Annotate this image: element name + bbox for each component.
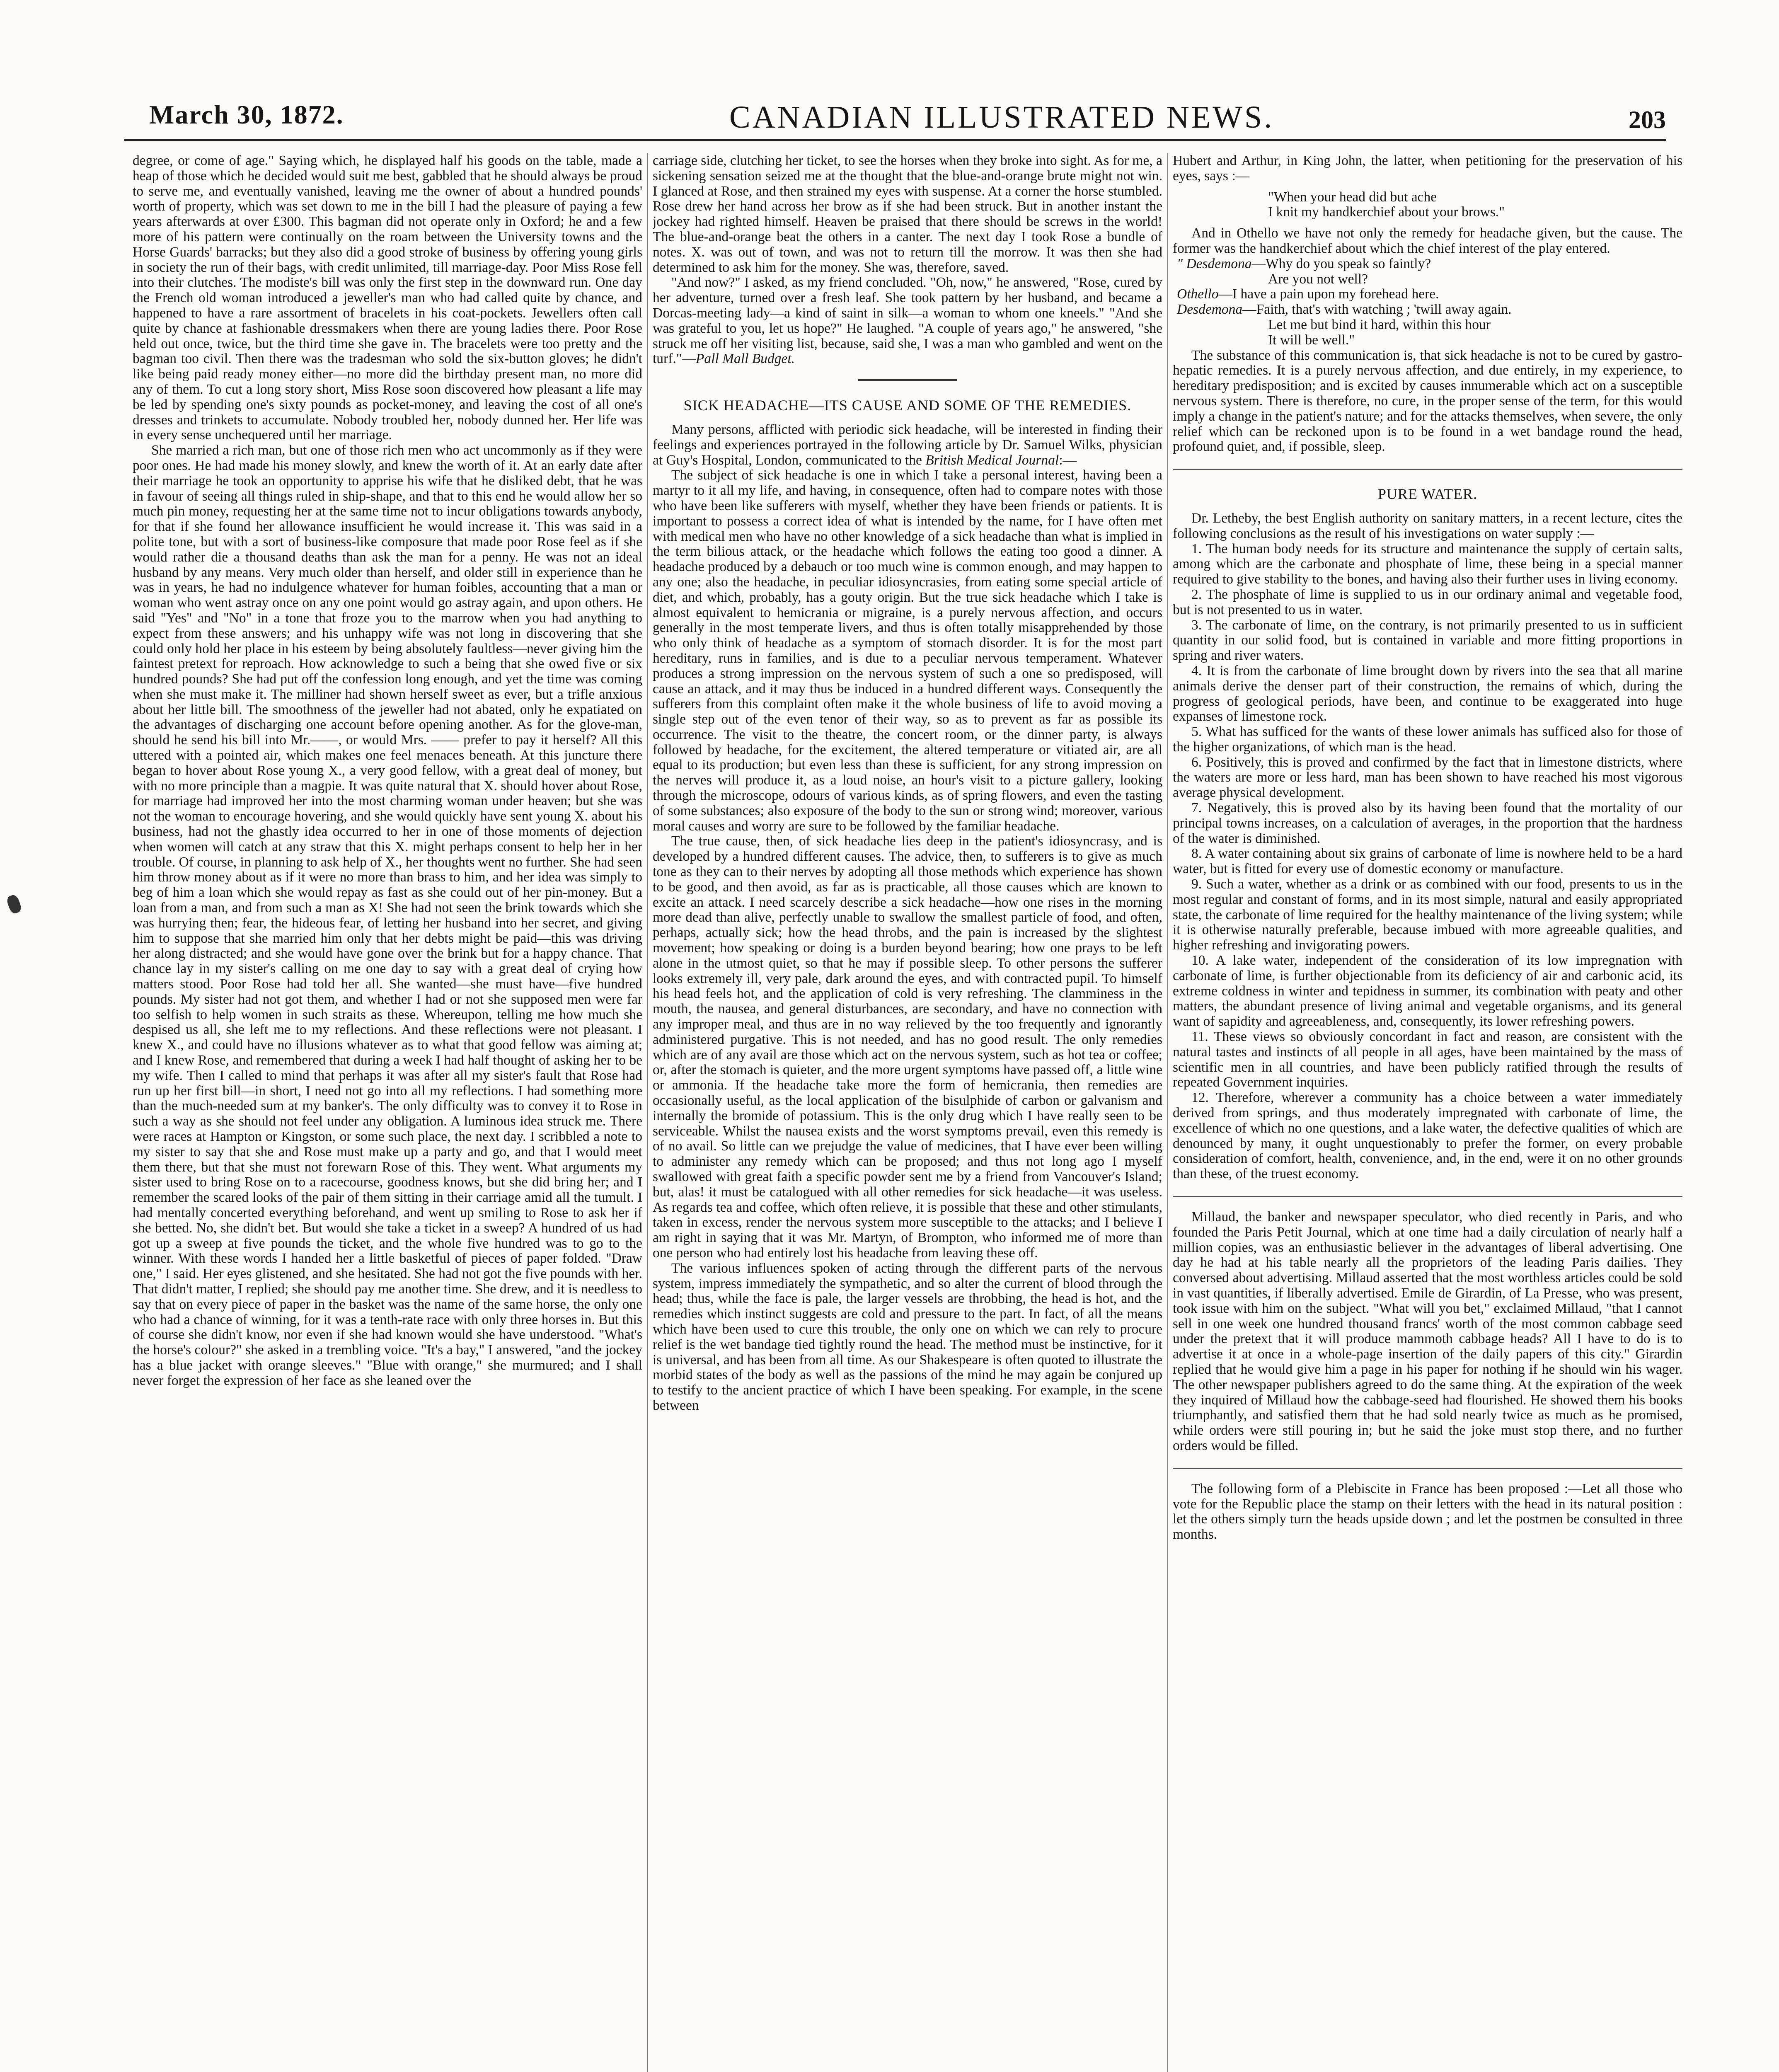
water-point: 10. A lake water, independent of the consideration of its low impregnation with carbonate of lime, is further objectionable from its deficiency of air and carbonic acid, its extreme coldness in winter and tepidness in summer, its combination with peaty and other matters, the abundant presence of living animal and vegetable organisms, and its general want of sapidity and agreeableness, and, consequently, its lower refreshing powers. xyxy=(1173,953,1682,1029)
headache-intro xyxy=(653,422,1162,468)
water-point: 9. Such a water, whether as a drink or as combined with our food, presents to us in the most regular and constant of forms, and in its most simple, natural and easily appropriated state, the carbonate of lime required for the healthy maintenance of the living system; while it is otherwise naturally preferable, because imbued with more agreeable qualities, and higher refreshing and invigorating powers. xyxy=(1173,876,1682,953)
column-divider xyxy=(1167,153,1168,2072)
headache-article-title: SICK HEADACHE—ITS CAUSE AND SOME OF THE REMEDIES. xyxy=(683,397,1132,414)
headache-intro-tail: :— xyxy=(1059,452,1077,468)
dialogue-text: —I have a pain upon my forehead here. xyxy=(1218,286,1439,302)
verse-line: I knit my handkerchief about your brows." xyxy=(1268,204,1505,220)
story-paragraph: degree, or come of age." Saying which, he displayed half his goods on the table, made a heap of those which he decided would suit me best, gabbled that he should always be proud to serve me, and eventually vanished, leaving me the owner of about a hundred pounds' worth of property, which was set down to me in the bill I had the pleasure of paying a few years afterwards at over £300. This bagman did not operate only in Oxford; he and a few more of his pattern were continually on the roam between the University towns and the Horse Guards' barracks; but they also did a good stroke of business by offering young girls in society the run of their bags, with credit unlimited, till marriage-day. Poor Miss Rose fell into their clutches. The modiste's bill was only the first step in the downward run. One day the French old woman introduced a jeweller's man who had called quite by chance, and happened to have a rare assortment of bracelets in his coat-pockets. Jewellers often call quite by chance at fashionable dressmakers when there are young ladies there. Poor Rose held out once, twice, but the third time she gave in. The bracelets were too pretty and the bagman too civil. Then there was the tradesman who sold the six-button gloves; he didn't like being paid ready money either—no more did the birthday present man, no more did any of them. To cut a long story short, Miss Rose soon discovered how pleasant a life may be led by spending one's sixty pounds as pocket-money, and leaving the cost of all one's dresses and trinkets to accumulate. Nobody troubled her, nobody dunned her. Her life was in every sense unchequered until her marriage. xyxy=(133,153,642,443)
water-point: 8. A water containing about six grains of carbonate of lime is nowhere held to be a hard water, but is fitted for every use of domestic economy or manufacture. xyxy=(1173,846,1682,877)
headache-paragraph: Hubert and Arthur, in King John, the latter, when petitioning for the preservation of his eyes, says :— xyxy=(1173,153,1682,184)
column-divider xyxy=(647,153,648,2072)
dialogue-continuation: It will be well." xyxy=(1268,332,1355,348)
story-paragraph: carriage side, clutching her ticket, to see the horses when they broke into sight. As for me, a sickening sensation seized me at the thought that the blue-and-orange brute might not win. I glanced at Rose, and then strained my eyes with suspense. At a corner the horse stumbled. Rose drew her hand across her brow as if she had been struck. But in another instant the jockey had righted himself. Heaven be praised that there should be screws in the world! The blue-and-orange beat the others in a canter. The next day I took Rose a bundle of notes. X. was out of town, and was not to return till the morrow. It was then she had determined to ask him for the money. She was, therefore, saved. xyxy=(653,153,1162,275)
dialogue-continuation: Let me but bind it hard, within this hour xyxy=(1268,317,1491,332)
dialogue-speaker: " Desdemona xyxy=(1177,256,1252,271)
water-point: 1. The human body needs for its structure and maintenance the supply of certain salts, among which are the carbonate and phosphate of lime, these being in a special manner required to give stability to the bones, and having also their further uses in living economy. xyxy=(1173,541,1682,587)
othello-intro: And in Othello we have not only the remedy for headache given, but the cause. The former was the handkerchief about which the chief interest of the play entered. xyxy=(1173,225,1682,256)
water-point: 12. Therefore, wherever a community has a choice between a water immediately derived from springs, and thus moderately impregnated with carbonate of lime, the excellence of which no one questions, and a lake water, the defective qualities of which are denounced by many, it ought unquestionably to prefer the former, on every probable consideration of comfort, health, convenience, and, in the end, were it on no other grounds than these, of the truest economy. xyxy=(1173,1090,1682,1182)
dialogue-speaker: Othello xyxy=(1177,286,1219,302)
headache-conclusion: The substance of this communication is, that sick headache is not to be cured by gastro-hepatic remedies. It is a purely nervous affection, and due entirely, in my experience, to hereditary predisposition; and is excited by causes innumerable which act on a susceptible nervous system. There is therefore, no cure, in the proper sense of the term, for this would imply a change in the patient's nature; and for the attacks themselves, when severe, the only relief which can be reckoned upon is to be found in a wet bandage round the head, profound quiet, and, if possible, sleep. xyxy=(1173,347,1682,455)
article-separator xyxy=(1173,469,1682,470)
headache-paragraph: The various influences spoken of acting through the different parts of the nervous system, impress immediately the sympathetic, and so alter the current of blood through the head; thus, while the face is pale, the larger vessels are throbbing, the head is hot, and the remedies which instinct suggests are cold and pressure to the part. In fact, of all the means which have been used to cure this trouble, the only one on which we can rely to procure relief is the wet bandage tied tightly round the head. The method must be instinctive, for it is universal, and has been from all time. As our Shakespeare is often quoted to illustrate the morbid states of the body as well as the passions of the mind he may again be conjured up to testify to the ancient practice of which I have been speaking. For example, in the scene between xyxy=(653,1260,1162,1413)
dialogue-speaker: Desdemona xyxy=(1177,302,1243,317)
masthead-rule xyxy=(124,139,1666,141)
dialogue-line xyxy=(1173,302,1682,317)
story-paragraph xyxy=(653,275,1162,367)
water-point: 11. These views so obviously concordant in fact and reason, are consistent with the natural tastes and instincts of all people in all ages, have been maintained by the mass of scientific men in all countries, and have been publicly ratified through the results of repeated Government inquiries. xyxy=(1173,1029,1682,1090)
column-3 xyxy=(1173,153,1682,2072)
shakespeare-verse xyxy=(1173,190,1682,220)
headache-paragraph: The subject of sick headache is one in which I take a personal interest, having been a martyr to it all my life, and having, in consequence, often had to compare notes with those who have been like sufferers with myself, whether they have been friends or patients. It is important to possess a correct idea of what is intended by the name, for I have often met with medical men who have no other knowledge of a sick headache than what is implied in the term bilious attack, or the headache which follows the eating too good a dinner. A headache produced by a debauch or too much wine is common enough, and may happen to any one; also the headache, in peculiar idiosyncrasies, from eating some special article of diet, and which, probably, has a gouty origin. But the true sick headache which I take is almost equivalent to hemicrania or migraine, is a purely nervous affection, and occurs generally in the most temperate livers, and thus is often totally misapprehended by those who only think of headache as a symptom of stomach disorder. It is for the most part hereditary, runs in families, and is due to a peculiar nervous temperament. Whatever produces a strong impression on the nervous system of such a one so predisposed, will cause an attack, and it may thus be induced in a hundred different ways. Consequently the sufferers from this complaint often make it the whole business of life to avoid moving a single step out of the even tenor of their way, so as to prevent as far as possible its occurrence. The visit to the theatre, the concert room, or the dinner party, is always followed by headache, for the excitement, the altered temperature or vitiated air, are all equal to its production; but even less than these is sufficient, for any strong impression on the nerves will produce it, as a loud noise, an hour's visit to a picture gallery, looking through the microscope, odours of various kinds, as of spring flowers, and even the tasting of some substances; also exposure of the body to the sun or strong wind; moreover, various moral causes and worry are sure to be followed by the familiar headache. xyxy=(653,467,1162,834)
water-point: 4. It is from the carbonate of lime brought down by rivers into the sea that all marine animals derive the denser part of their construction, the remains of which, during the progress of geological periods, have been, and continue to be exaggerated into huge expanses of limestone rock. xyxy=(1173,663,1682,724)
story-closing-text: "And now?" I asked, as my friend concluded. "Oh, now," he answered, "Rose, cured by her adventure, turned over a fresh leaf. She took pattern by her husband, and became a Dorcas-meeting lady—a kind of saint in silk—a woman to whom one kneels." "And she was grateful to you, let us hope?" He laughed. "A couple of years ago," he answered, "she struck me off her visiting list, because, said she, I was a man who gambled and went on the turf."— xyxy=(653,275,1162,367)
water-intro: Dr. Letheby, the best English authority on sanitary matters, in a recent lecture, cites the following conclusions as the result of his investigations on water supply :— xyxy=(1173,510,1682,541)
headache-intro-text: Many persons, afflicted with periodic sick headache, will be interested in finding their feelings and experiences portrayed in the following article by Dr. Samuel Wilks, physician at Guy's Hospital, London, communicated to the xyxy=(653,421,1162,468)
ink-blot xyxy=(5,894,22,915)
verse-line: "When your head did but ache xyxy=(1268,189,1437,205)
headache-paragraph: The true cause, then, of sick headache lies deep in the patient's idiosyncrasy, and is developed by a hundred different causes. The advice, then, to sufferers is to give as much tone as they can to their nerves by adopting all those methods which experience has shown to be good, and then avoid, as far as is practicable, all those causes which are known to excite an attack. I need scarcely describe a sick headache—how one rises in the morning more dead than alive, perfectly unable to swallow the smallest particle of food, and often, perhaps, actually sick; how the head throbs, and the pain is increased by the slightest movement; how speaking or doing is a burden beyond bearing; how one prays to be left alone in the utmost quiet, so that he may if possible sleep. To other persons the sufferer looks extremely ill, very pale, dark around the eyes, and with contracted pupil. To himself his head feels hot, and the application of cold is very refreshing. The clamminess in the mouth, the nausea, and general disturbances, are secondary, and have no connection with any improper meal, and thus are in no way relieved by the too frequently and ignorantly administered purgative. This is not needed, and has no good result. The only remedies which are of any avail are those which act on the nervous system, such as hot tea or coffee; or, after the stomach is quieter, and the more urgent symptoms have passed off, a little wine or ammonia. If the headache take more the form of hemicrania, then remedies are occasionally useful, as the local application of the bisulphide of carbon or galvanism and internally the bromide of potassium. This is the only drug which I have really seen to be serviceable. Whilst the nausea exists and the worst symptoms prevail, even this remedy is of no avail. So little can we prejudge the value of medicines, that I have ever been willing to administer any remedy which can be proposed; and thus not long ago I myself swallowed with great faith a specific powder sent me by a friend from Vancouver's Island; but, alas! it must be catalogued with all other remedies for sick headache—it was useless. As regards tea and coffee, which often relieve, it is possible that these and other stimulants, taken in excess, render the nervous system more susceptible to the attacks; and I believe I am right in saying that it was Mr. Martyn, of Brompton, who informed me of more than one person who had entirely lost his headache from leaving these off. xyxy=(653,833,1162,1261)
dialogue-text: —Faith, that's with watching ; 'twill away again. xyxy=(1242,302,1512,317)
dialogue-line xyxy=(1173,287,1682,302)
article-separator xyxy=(1173,1468,1682,1469)
article-separator xyxy=(1173,1196,1682,1197)
story-paragraph: She married a rich man, but one of those rich men who act uncommonly as if they were poor ones. He had made his money slowly, and knew the worth of it. At an early date after their marriage he took an opportunity to apprise his wife that he disliked debt, that he was in favour of seeing all things ruled in ship-shape, and that to this end he would allow her so much pin money, requesting her at the same time not to incur obligations towards anybody, for that if she found her allowance insufficient he would increase it. This was said in a polite tone, but with a sort of business-like composure that made poor Rose feel as if she would rather die a thousand deaths than ask the man for a penny. He was not an ideal husband by any means. Very much older than herself, and older still in experience than he was in years, he had no indulgence whatever for human foibles, accounting that a man or woman who went astray once on any one point would go astray again, and upon others. He said "Yes" and "No" in a tone that froze you to the marrow when you had anything to expect from these answers; and his unhappy wife was not long in discovering that she could only hold her place in his esteem by being absolutely faultless—never giving him the faintest pretext for reproach. How acknowledge to such a being that she owed five or six hundred pounds? She had put off the confession long enough, and yet the time was coming when she must make it. The milliner had shown herself sweet as ever, but a trifle anxious about her little bill. The smoothness of the jeweller had not abated, only he expatiated on the advantages of discharging one account before opening another. As for the glove-man, should he send his bill into Mr.——, or would Mrs. —— prefer to pay it herself? All this uttered with a pointed air, which makes one feel menaces beneath. At this juncture there began to hover about Rose young X., a very good fellow, with a great deal of money, but with no more principle than a magpie. It was quite natural that X. should hover about Rose, for marriage had improved her into the most charming woman under heaven; but she was not the woman to encourage hovering, and she would quickly have sent young X. about his business, had not the ghastly idea occurred to her in one of those moments of dejection when women will catch at any straw that this X. might perhaps consent to help her in her trouble. Of course, in planning to ask help of X., her thoughts went no further. She had seen him throw money about as if it were no more than brass to him, and her idea was simply to beg of him a loan which she would repay as fast as she could out of her pin-money. But a loan from a man, and from such a man as X! She had not seen the brink towards which she was hurrying then; fear, the hideous fear, of letting her husband into her secret, and giving him to suppose that she married him only that her debts might be paid—this was driving her along distracted; and she would have gone over the brink but for a happy chance. That chance lay in my sister's calling on me one day to say with a great deal of crying how matters stood. Poor Rose had told her all. She wanted—she must have—five hundred pounds. My sister had not got them, and whether I had or not she supposed men were far too selfish to help women in such straits as these. Whereupon, telling me how much she despised us all, she left me to my reflections. And these reflections were not pleasant. I knew X., and could have no illusions whatever as to what that good fellow was aiming at; and I knew Rose, and remembered that during a week I had half thought of asking her to be my wife. Then I called to mind that perhaps it was after all my sister's fault that Rose had run up her first bill—in short, I need not go into all my reflections. I had something more than the much-needed sum at my banker's. The only difficulty was to convey it to Rose in such a way as she should not feel under any obligation. A luminous idea struck me. There were races at Hampton or Kingston, or some such place, the next day. I scribbled a note to my sister to say that she and Rose must make up a party and go, and that I would meet them there, but that she must not forewarn Rose of this. They went. What arguments my sister used to bring Rose on to a racecourse, goodness knows, but she did bring her; and I remember the scared looks of the pair of them sitting in their carriage amid all the tumult. I had mentally concerted everything beforehand, and went up smiling to Rose to ask her if she betted. No, she didn't bet. But would she take a ticket in a sweep? A hundred of us had got up a sweep at five pounds the ticket, and the whole five hundred was to go to the winner. With these words I handed her a little basketful of pieces of paper folded. "Draw one," I said. Her eyes glistened, and she hesitated. She had not got the five pounds with her. That didn't matter, I replied; she should pay me another time. She drew, and it is needless to say that on every piece of paper in the basket was the name of the same horse, the only one who had a chance of winning, for it was a tenth-rate race with only three horses in. But this of course she didn't know, nor even if she had known would she have understood. "What's the horse's colour?" she asked in a trembling voice. "It's a bay," I answered, "and the jockey has a blue jacket with orange sleeves." "Blue with orange," she murmured; and I shall never forget the expression of her face as she leaned over the xyxy=(133,443,642,1388)
dialogue-text: —Why do you speak so faintly? xyxy=(1251,256,1431,271)
issue-date: March 30, 1872. xyxy=(149,100,344,129)
article-separator xyxy=(858,379,957,381)
masthead xyxy=(0,0,1779,137)
water-article-title: PURE WATER. xyxy=(1377,486,1478,503)
column-2 xyxy=(653,153,1162,2072)
headache-intro-source: British Medical Journal xyxy=(925,452,1059,468)
story-source: Pall Mall Budget. xyxy=(695,351,795,367)
page-number: 203 xyxy=(1629,106,1666,133)
water-point: 3. The carbonate of lime, on the contrary, is not primarily presented to us in sufficient quantity in our solid food, but is contained in variable and more fitting proportions in spring and river waters. xyxy=(1173,617,1682,663)
water-point: 6. Positively, this is proved and confirmed by the fact that in limestone districts, where the waters are more or less hard, man has been shown to have reached his most vigorous average physical development. xyxy=(1173,754,1682,801)
column-1 xyxy=(133,153,642,2072)
dialogue-continuation: Are you not well? xyxy=(1268,271,1368,287)
plebiscite-paragraph: The following form of a Plebiscite in France has been proposed :—Let all those who vote for the Republic place the stamp on their letters with the head in its natural position : let the others simply turn the heads upside down ; and let the postmen be consulted in three months. xyxy=(1173,1481,1682,1542)
newspaper-title: CANADIAN ILLUSTRATED NEWS. xyxy=(729,100,1274,135)
water-point: 5. What has sufficed for the wants of these lower animals has sufficed also for those of the higher organizations, of which man is the head. xyxy=(1173,724,1682,755)
water-point: 7. Negatively, this is proved also by its having been found that the mortality of our principal towns increases, on a calculation of averages, in the proportion that the hardness of the water is diminished. xyxy=(1173,800,1682,846)
dialogue-line xyxy=(1173,257,1682,272)
millaud-paragraph: Millaud, the banker and newspaper speculator, who died recently in Paris, and who founded the Paris Petit Journal, which at one time had a daily circulation of nearly half a million copies, was an enthusiastic believer in the advantages of liberal advertising. One day he had at his table nearly all the proprietors of the leading Paris dailies. They conversed about advertising. Millaud asserted that the most worthless articles could be sold in vast quantities, if liberally advertised. Emile de Girardin, of La Presse, who was present, took issue with him on the subject. "What will you bet," exclaimed Millaud, "that I cannot sell in one week one hundred thousand francs' worth of the most common cabbage seed under the pretext that it will produce mammoth cabbage heads? All I have to do is to advertise it at once in a whole-page insertion of the daily papers of this city." Girardin replied that he would give him a page in his paper for nothing if he should win his wager. The other newspaper publishers agreed to do the same thing. At the expiration of the week they inquired of Millaud how the cabbage-seed had flourished. He showed them his books triumphantly, and satisfied them that he had sold nearly twice as much as he promised, while orders were still pouring in; but he said the joke must stop there, and no further orders would be filled. xyxy=(1173,1209,1682,1453)
water-point: 2. The phosphate of lime is supplied to us in our ordinary animal and vegetable food, but is not presented to us in water. xyxy=(1173,586,1682,617)
